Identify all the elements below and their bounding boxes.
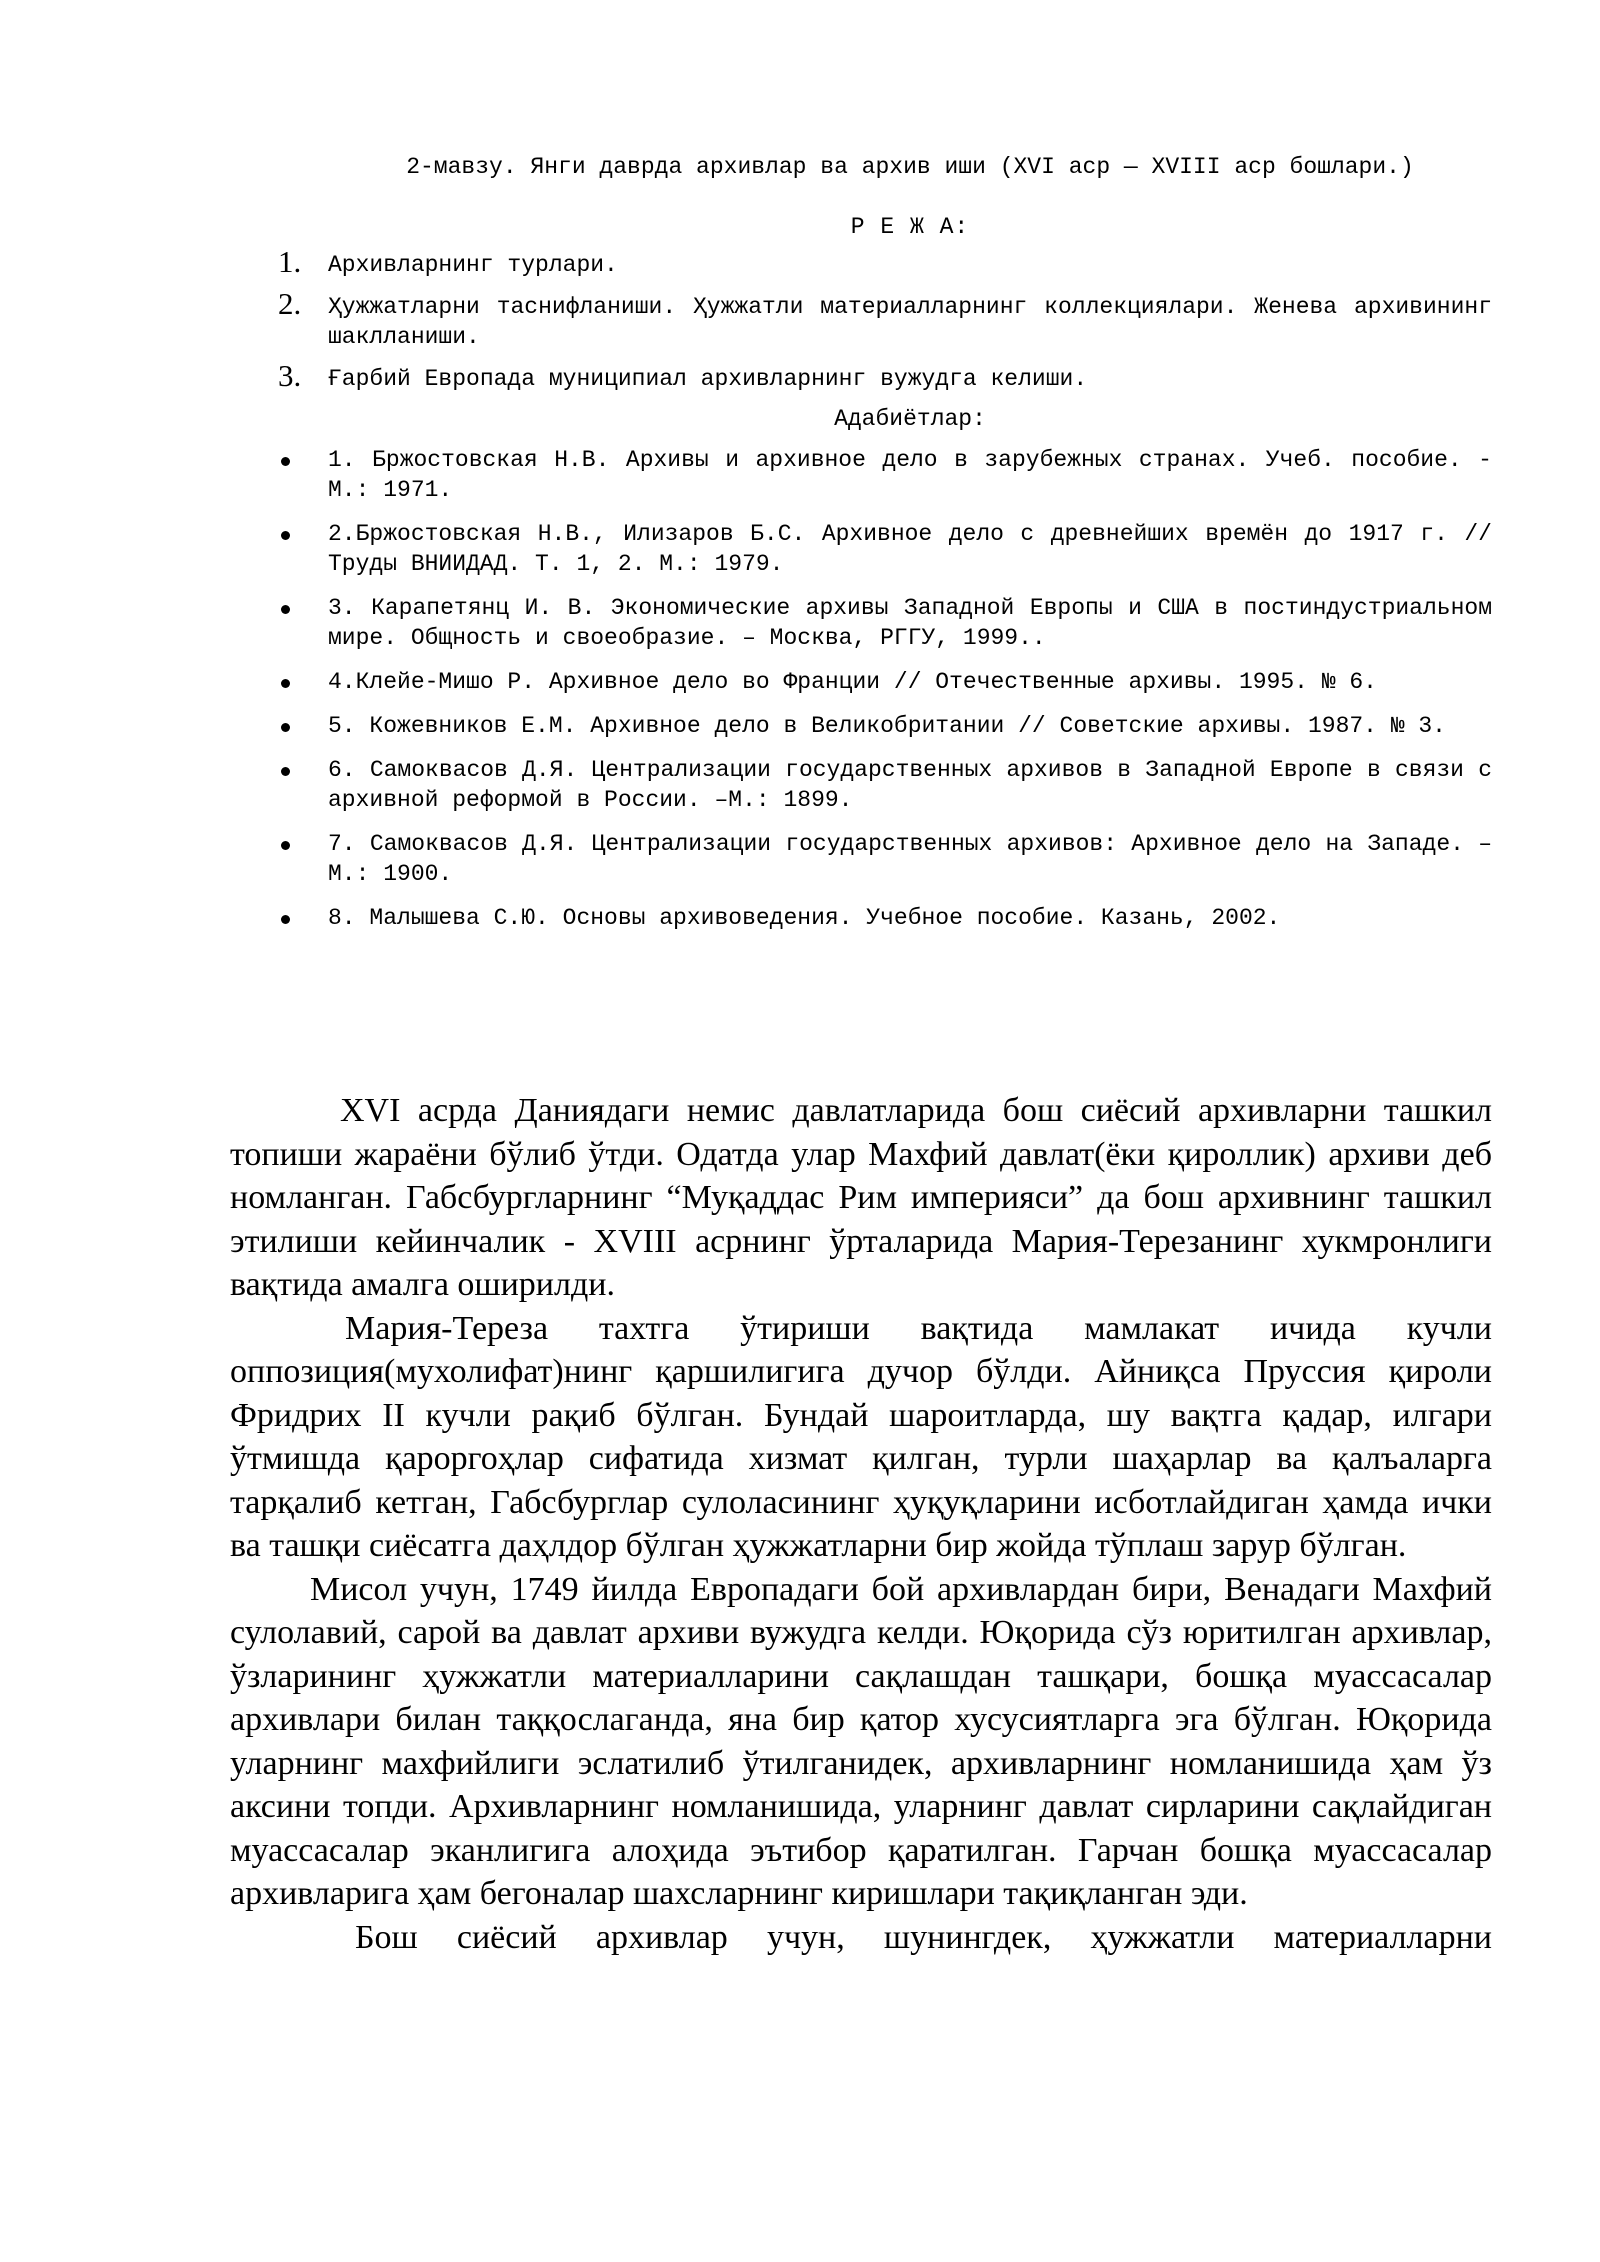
- reference-item: [0, 711, 1492, 741]
- reference-item: [0, 829, 1492, 889]
- reference-text: 8. Малышева С.Ю. Основы архивоведения. Учебное пособие. Казань, 2002.: [328, 905, 1281, 931]
- bullet-icon: [281, 531, 290, 540]
- bullet-icon: [281, 605, 290, 614]
- reference-text: 7. Самоквасов Д.Я. Централизации государственных архивов: Архивное дело на Западе. –М.: 1900.: [328, 831, 1492, 887]
- topic-title: 2-мавзу. Янги даврда архивлар ва архив иши (XVI аср — XVIII аср бошлари.): [406, 154, 1414, 180]
- references-list: [0, 445, 1600, 947]
- body-paragraph: XVI асрда Даниядаги немис давлатларида бош сиёсий архивларни ташкил топиши жараёни бўлиб ўтди. Одатда улар Махфий давлат(ёки қироллик) архиви деб номланган. Габсбургларнинг “Муқаддас Рим империяси” да бош архивнинг ташкил этилиши кейинчалик - XVIII асрнинг ўрталарида Мария-Терезанинг хукмронлиги вақтида амалга оширилди.: [230, 1092, 1492, 1303]
- plan-item-text: Архивларнинг турлари.: [328, 252, 618, 278]
- reference-item: [0, 903, 1492, 933]
- plan-item-number: 1.: [278, 244, 302, 279]
- reference-item: [0, 519, 1492, 579]
- bullet-icon: [281, 457, 290, 466]
- plan-item: [0, 244, 1492, 280]
- references-heading: Адабиётлар:: [834, 406, 986, 432]
- plan-list: [0, 244, 1600, 406]
- body-paragraph: Бош сиёсий архивлар учун, шунингдек, ҳужжатли материалларни: [355, 1918, 1492, 1956]
- reference-text: 6. Самоквасов Д.Я. Централизации государственных архивов в Западной Европе в связи с архивной реформой в России. –М.: 1899.: [328, 757, 1492, 813]
- plan-heading: Р Е Ж А:: [850, 214, 970, 240]
- reference-item: [0, 593, 1492, 653]
- bullet-icon: [281, 915, 290, 924]
- reference-item: [0, 755, 1492, 815]
- reference-item: [0, 667, 1492, 697]
- body-text: [230, 1089, 1492, 1959]
- bullet-icon: [281, 841, 290, 850]
- plan-item-text: Ғарбий Европада муниципиал архивларнинг вужудга келиши.: [328, 366, 1088, 392]
- plan-item: [0, 358, 1492, 394]
- bullet-icon: [281, 723, 290, 732]
- reference-text: 3. Карапетянц И. В. Экономические архивы Западной Европы и США в постиндустриальном мире. Общность и своеобразие. – Москва, РГГУ, 1999..: [328, 595, 1492, 651]
- reference-text: 1. Бржостовская Н.В. Архивы и архивное дело в зарубежных странах. Учеб. пособие. - М.: 1971.: [328, 447, 1492, 503]
- plan-item-text: Ҳужжатларни таснифланиши. Ҳужжатли материалларнинг коллекциялари. Женева архивининг шаклланиши.: [328, 294, 1492, 350]
- plan-item: [0, 286, 1492, 352]
- reference-text: 5. Кожевников Е.М. Архивное дело в Великобритании // Советские архивы. 1987. № 3.: [328, 713, 1446, 739]
- body-paragraph: Мария-Тереза тахтга ўтириши вақтида мамлакат ичида кучли оппозиция(мухолифат)нинг қаршилигига дучор бўлди. Айниқса Пруссия қироли Фридрих II кучли рақиб бўлган. Бундай шароитларда, шу вақтга қадар, илгари ўтмишда қароргоҳлар сифатида хизмат қилган, турли шаҳарлар ва қалъаларга тарқалиб кетган, Габсбурглар сулоласининг ҳуқуқларини исботлайдиган ҳамда ички ва ташқи сиёсатга даҳлдор бўлган ҳужжатларни бир жойда тўплаш зарур бўлган.: [230, 1309, 1492, 1564]
- plan-item-number: 2.: [278, 286, 302, 321]
- reference-item: [0, 445, 1492, 505]
- reference-text: 4.Клейе-Мишо Р. Архивное дело во Франции // Отечественные архивы. 1995. № 6.: [328, 669, 1377, 695]
- reference-text: 2.Бржостовская Н.В., Илизаров Б.С. Архивное дело с древнейших времён до 1917 г. // Труды ВНИИДАД. Т. 1, 2. М.: 1979.: [328, 521, 1492, 577]
- plan-item-number: 3.: [278, 358, 302, 393]
- body-paragraph: Мисол учун, 1749 йилда Европадаги бой архивлардан бири, Венадаги Махфий сулолавий, сарой ва давлат архиви вужудга келди. Юқорида сўз юритилган архивлар, ўзларининг ҳужжатли материалларини сақлашдан ташқари, бошқа муассасалар архивлари билан таққослаганда, яна бир қатор хусусиятларга эга бўлган. Юқорида уларнинг махфийлиги эслатилиб ўтилганидек, архивларнинг номланишида ҳам ўз аксини топди. Архивларнинг номланишида, уларнинг давлат сирларини сақлайдиган муассасалар эканлигига алоҳида эътибор қаратилган. Гарчан бошқа муассасалар архивларига ҳам бегоналар шахсларнинг киришлари тақиқланган эди.: [230, 1570, 1492, 1912]
- bullet-icon: [281, 679, 290, 688]
- bullet-icon: [281, 767, 290, 776]
